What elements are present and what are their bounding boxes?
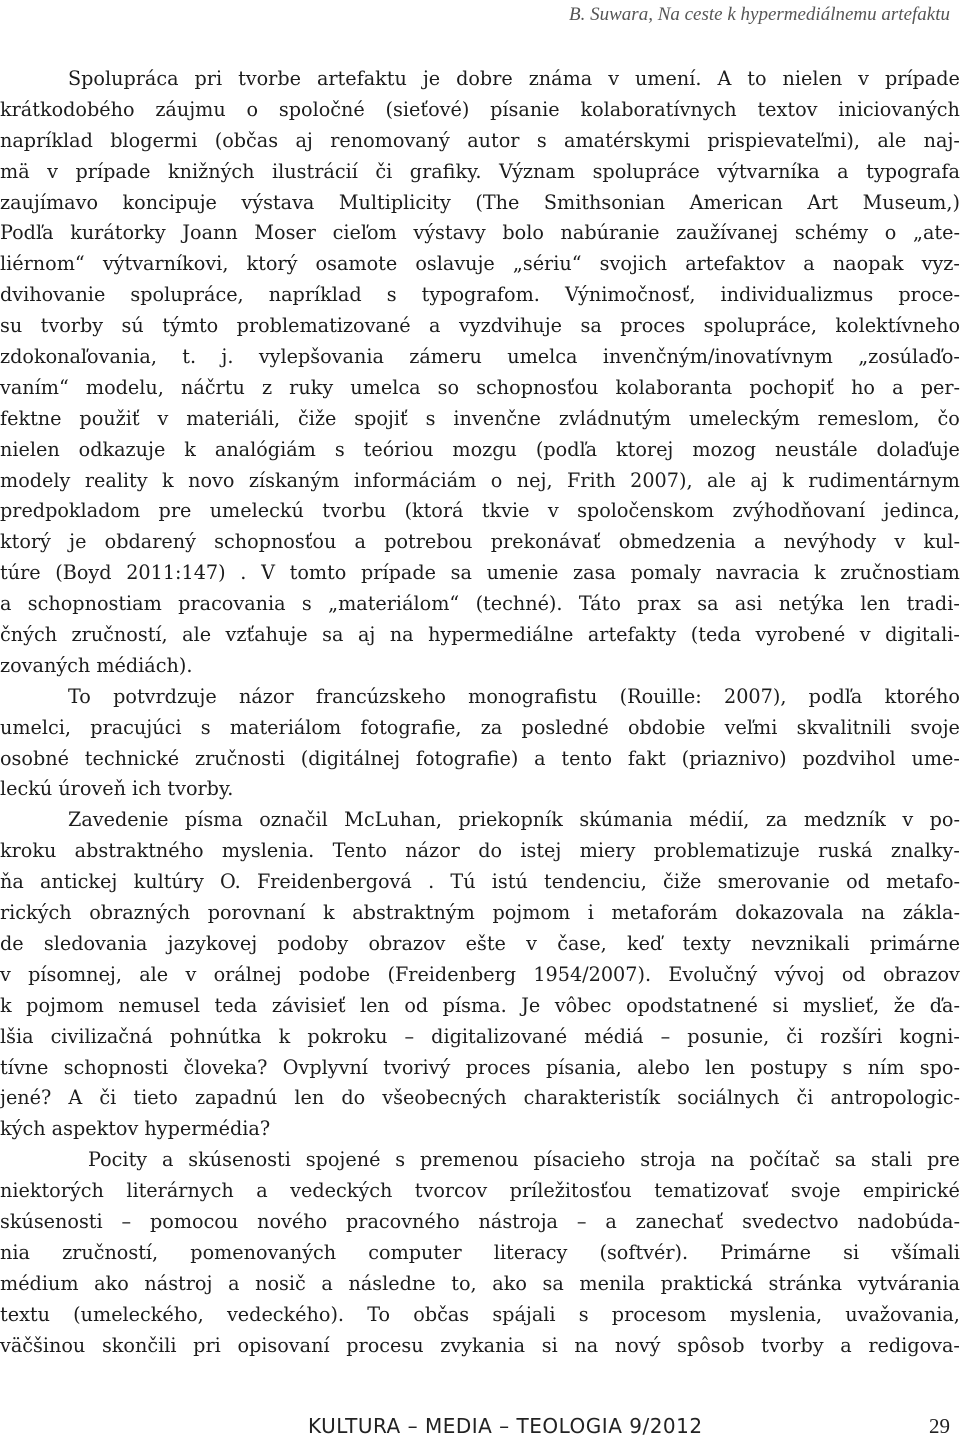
text-line: vaním“ modelu, náčrtu z ruky umelca so schopnosťou kolaboranta pochopiť ho a per- [0, 375, 960, 399]
text-line: zdokonaľovania, t. j. vylepšovania zámeru umelca invenčným/inovatívnym „zosúlaďo- [0, 345, 960, 369]
journal-name: KULTURA – MEDIA – TEOLOGIA 9/2012 [308, 1414, 703, 1438]
text-line: dvihovanie spolupráce, napríklad s typografom. Výnimočnosť, individualizmus proce- [0, 283, 960, 307]
text-line: Podľa kurátorky Joann Moser cieľom výstavy bolo nabúranie zaužívanej schémy o „ate- [0, 221, 960, 245]
text-line: liérnom“ výtvarníkovi, ktorý osamote oslavuje „sériu“ svojich artefaktov a naopak vyz- [0, 252, 960, 276]
text-line: väčšinou skončili pri opisovaní procesu zvykania si na nový spôsob tvorby a redigova- [0, 1333, 960, 1357]
text-line: niektorých literárnych a vedeckých tvorcov príležitosťou tematizovať svoje empirické [0, 1179, 960, 1203]
page-number: 29 [929, 1414, 950, 1438]
text-line: médium ako nástroj a nosič a následne to, ako sa menila praktická stránka vytvárania [0, 1271, 960, 1295]
text-line: v písomnej, ale v orálnej podobe (Freidenberg 1954/2007). Evolučný vývoj od obrazov [0, 962, 960, 986]
text-line: textu (umeleckého, vedeckého). To občas spájali s procesom myslenia, uvažovania, [0, 1302, 960, 1326]
text-line: rických obrazných porovnaní k abstraktným pojmom i metaforám dokazovala na zákla- [0, 901, 960, 925]
text-line: zaujímavo koncipuje výstava Multiplicity (The Smithsonian American Art Museum,) [0, 190, 960, 214]
text-line: modely reality k novo získaným informáciám o nej, Frith 2007), ale aj k rudimentárnym [0, 468, 960, 492]
article-body [0, 64, 960, 1361]
text-line: Spolupráca pri tvorbe artefaktu je dobre známa v umení. A to nielen v prípade [68, 67, 960, 90]
text-line: nielen odkazuje k analógiám s teóriou mozgu (podľa ktorej mozog neustále dolaďuje [0, 437, 960, 461]
text-line: kroku abstraktného myslenia. Tento názor do istej miery problematizuje ruská znalky- [0, 839, 960, 863]
text-line: tívne schopnosti človeka? Ovplyvní tvorivý proces písania, alebo len postupy s ním spo- [0, 1055, 960, 1079]
text-line: mä v prípade knižných ilustrácií či grafiky. Význam spolupráce výtvarníka a typografa [0, 159, 960, 183]
text-line: túre (Boyd 2011:147) . V tomto prípade sa umenie zasa pomaly navracia k zručnostiam [0, 561, 960, 585]
page-footer [0, 1414, 960, 1444]
text-line: su tvorby sú týmto problematizované a vyzdvihuje sa proces spolupráce, kolektívneho [0, 314, 960, 338]
text-line: lšia civilizačná pohnútka k pokroku – digitalizované médiá – posunie, či rozšíri kogni- [0, 1024, 960, 1048]
text-line: nia zručností, pomenovaných computer literacy (softvér). Primárne si všímali [0, 1240, 960, 1264]
text-line: Pocity a skúsenosti spojené s premenou písacieho stroja na počítač sa stali pre [88, 1148, 960, 1172]
text-line: k pojmom nemusel teda závisieť len od písma. Je vôbec opodstatnené si myslieť, že ďa- [0, 993, 960, 1017]
running-title: B. Suwara, Na ceste k hypermediálnemu artefaktu [569, 4, 950, 25]
text-line: kých aspektov hypermédia? [0, 1117, 271, 1141]
text-line: de sledovania jazykovej podoby obrazov ešte v čase, keď texty nevznikali primárne [0, 931, 960, 955]
text-line: a schopnostiam pracovania s „materiálom“ (techné). Táto prax sa asi netýka len tradi- [0, 592, 960, 616]
text-line: predpokladom pre umeleckú tvorbu (ktorá tkvie v spoločenskom zvýhodňovaní jedinca, [0, 499, 960, 523]
text-line: čných zručností, ale vzťahuje sa aj na hypermediálne artefakty (teda vyrobené v digitali- [0, 623, 960, 647]
text-line: Zavedenie písma označil McLuhan, priekopník skúmania médií, za medzník v po- [68, 808, 960, 832]
text-line: napríklad blogermi (občas aj renomovaný autor s amatérskymi prispievateľmi), ale naj- [0, 128, 960, 152]
text-line: leckú úroveň ich tvorby. [0, 777, 234, 801]
text-line: krátkodobého záujmu o spoločné (sieťové) písanie kolaboratívnych textov iniciovaných [0, 97, 960, 121]
text-line: fektne použiť v materiáli, čiže spojiť s invenčne zvládnutým umeleckým remeslom, čo [0, 406, 960, 430]
text-line: ktorý je obdarený schopnosťou a potrebou prekonávať obmedzenia a nevýhody v kul- [0, 530, 960, 554]
text-line: osobné technické zručnosti (digitálnej fotografie) a tento fakt (priaznivo) pozdvihol ume- [0, 746, 960, 770]
text-line: To potvrdzuje názor francúzskeho monografistu (Rouille: 2007), podľa ktorého [68, 684, 960, 708]
text-line: zovaných médiách). [0, 653, 193, 677]
text-line: skúsenosti – pomocou nového pracovného nástroja – a zanechať svedectvo nadobúda- [0, 1209, 960, 1233]
text-line: umelci, pracujúci s materiálom fotografie, za posledné obdobie veľmi skvalitnili svoje [0, 715, 960, 739]
text-line: jené? A či tieto zapadnú len do všeobecných charakteristík sociálnych či antropologic- [0, 1086, 960, 1110]
text-line: ňa antickej kultúry O. Freidenbergová . Tú istú tendenciu, čiže smerovanie od metafo- [0, 870, 960, 894]
